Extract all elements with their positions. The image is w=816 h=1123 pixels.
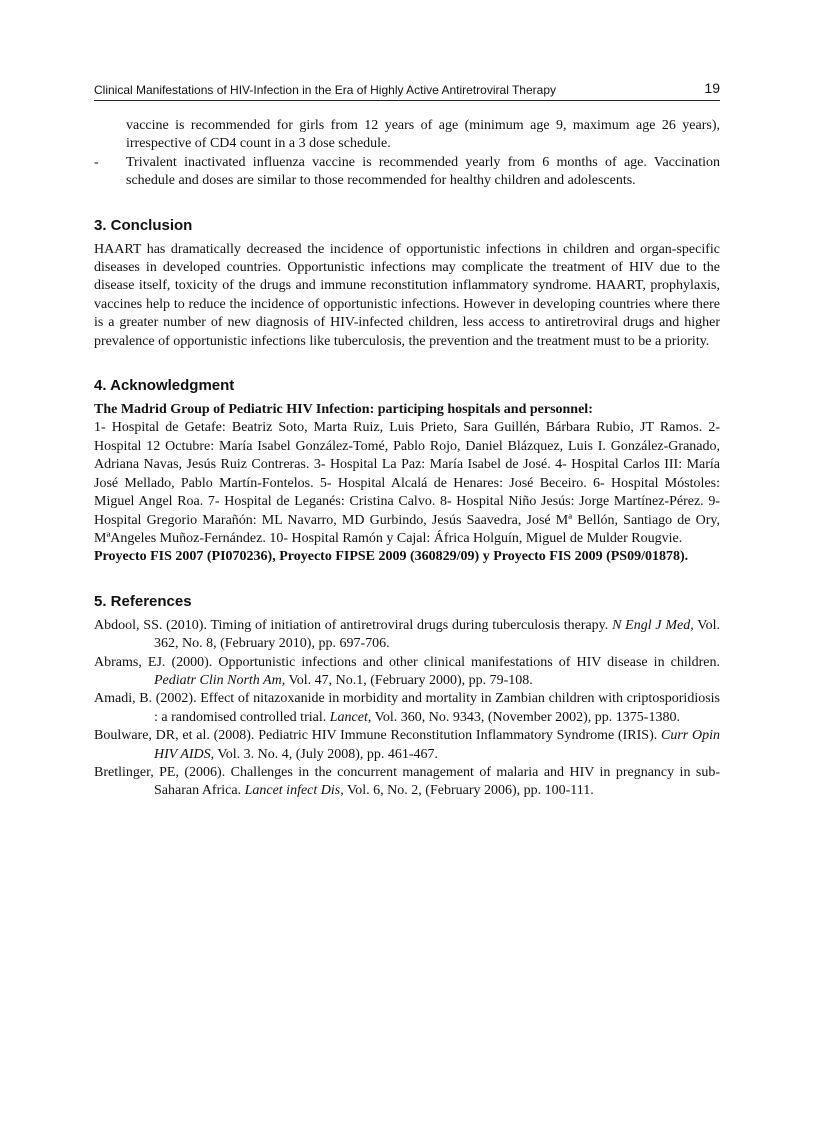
reference-item: Abdool, SS. (2010). Timing of initiation of antiretroviral drugs during tuberculosis therapy. N Engl J Med, Vol. 362, No. 8, (February 2010), pp. 697-706. xyxy=(94,617,721,652)
group-title: The Madrid Group of Pediatric HIV Infection: participing hospitals and personnel: xyxy=(94,402,593,418)
journal-name: Pediatr Clin North Am, xyxy=(154,672,286,688)
journal-name: Lancet xyxy=(329,709,368,725)
reference-item: Amadi, B. (2002). Effect of nitazoxanide in morbidity and mortality in Zambian children with criptosporidiosis : a randomised controlled trial. Lancet, Vol. 360, No. 9343, (November 2002), pp. 1375-1380. xyxy=(94,691,720,725)
running-title: Clinical Manifestations of HIV-Infection in the Era of Highly Active Antiretroviral Therapy xyxy=(94,83,556,97)
journal-name: N Engl J Med, xyxy=(612,617,694,633)
running-header xyxy=(94,80,720,101)
influenza-text: Trivalent inactivated influenza vaccine is recommended yearly from 6 months of age. Vaccination schedule and doses are similar to those recommended for healthy children and adolescents. xyxy=(126,154,720,189)
journal-name: Lancet infect Dis, xyxy=(244,783,344,799)
conclusion-heading: 3. Conclusion xyxy=(94,216,193,234)
conclusion-paragraph: HAART has dramatically decreased the incidence of opportunistic infections in children and organ-specific diseases in developed countries. Opportunistic infections may complicate the treatment of HIV due to the disease itself, toxicity of the drugs and immune reconstitution inflammatory syndrome. HAART, prophylaxis, vaccines help to reduce the incidence of opportunistic infections. However in developing countries where there is a greater number of new diagnosis of HIV-infected children, less access to antiretroviral drugs and higher prevalence of opportunistic infections like tuberculosis, the prevention and the treatment must to be a priority. xyxy=(94,241,720,349)
page-content xyxy=(94,117,720,801)
hospitals-list: 1- Hospital de Getafe: Beatriz Soto, Marta Ruiz, Luis Prieto, Sara Guillén, Bárbara Rubio, JT Ramos. 2- Hospital 12 Octubre: María Isabel González-Tomé, Pablo Rojo, Daniel Blázquez, Luis I. González-Granado, Adriana Navas, Jesús Ruiz Contreras. 3- Hospital La Paz: María Isabel de José. 4- Hospital Carlos III: María José Mellado, Pablo Martín-Fontelos. 5- Hospital Alcalá de Henares: José Beceiro. 6- Hospital Móstoles: Miguel Angel Roa. 7- Hospital de Leganés: Cristina Calvo. 8- Hospital Niño Jesús: Jorge Martínez-Pérez. 9- Hospital Gregorio Marañón: ML Navarro, MD Gurbindo, Jesús Saavedra, José Mª Bellón, Santiago de Ory, MªAngeles Muñoz-Fernández. 10- Hospital Ramón y Cajal: África Holguín, Miguel de Mulder Rougvie. xyxy=(94,420,720,546)
influenza-bullet-item xyxy=(94,154,720,191)
reference-item: Bretlinger, PE, (2006). Challenges in the concurrent management of malaria and HIV in pregnancy in sub-Saharan Africa. Lancet infect Dis, Vol. 6, No. 2, (February 2006), pp. 100-111. xyxy=(94,764,720,799)
journal-name: Curr Opin HIV AIDS, xyxy=(154,728,720,762)
acknowledgment-heading: 4. Acknowledgment xyxy=(94,377,235,395)
hpv-vaccine-continuation: vaccine is recommended for girls from 12 years of age (minimum age 9, maximum age 26 years), irrespective of CD4 count in a 3 dose schedule. xyxy=(126,118,720,152)
reference-item: Boulware, DR, et al. (2008). Pediatric HIV Immune Reconstitution Inflammatory Syndrome (IRIS). Curr Opin HIV AIDS, Vol. 3. No. 4, (July 2008), pp. 461-467. xyxy=(94,728,720,762)
references-heading: 5. References xyxy=(94,592,192,610)
page-number: 19 xyxy=(704,80,720,96)
funding-statement: Proyecto FIS 2007 (PI070236), Proyecto FIPSE 2009 (360829/09) y Proyecto FIS 2009 (PS09/01878). xyxy=(94,549,689,565)
reference-item: Abrams, EJ. (2000). Opportunistic infections and other clinical manifestations of HIV disease in children. Pediatr Clin North Am, Vol. 47, No.1, (February 2000), pp. 79-108. xyxy=(94,654,720,688)
bullet-marker: - xyxy=(94,154,99,170)
